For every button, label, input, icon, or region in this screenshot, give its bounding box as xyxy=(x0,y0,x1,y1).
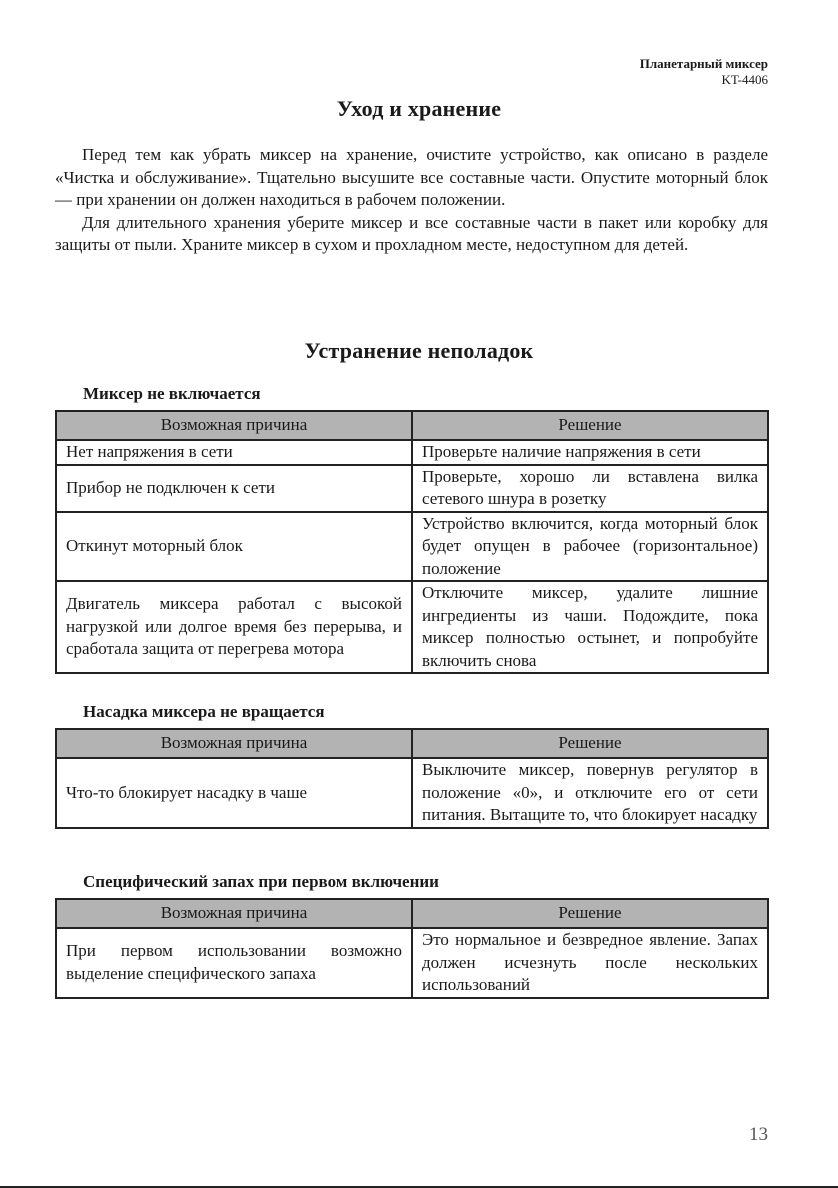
table-row xyxy=(56,440,768,465)
solution-cell: Устройство включится, когда моторный блок будет опущен в рабочее (горизонтальное) положение xyxy=(412,512,768,582)
care-heading: Уход и хранение xyxy=(336,96,502,121)
column-header-solution: Решение xyxy=(412,899,768,928)
table-row xyxy=(56,758,768,828)
solution-cell: Проверьте, хорошо ли вставлена вилка сетевого шнура в розетку xyxy=(412,465,768,512)
column-header-cause: Возможная причина xyxy=(56,729,412,758)
table-row xyxy=(56,465,768,512)
section-title-smell: Специфический запах при первом включении xyxy=(83,872,439,891)
solution-cell: Выключите миксер, повернув регулятор в положение «0», и отключите его от сети питания. Вытащите то, что блокирует насадку xyxy=(412,758,768,828)
column-header-solution: Решение xyxy=(412,411,768,440)
solution-cell: Это нормальное и безвредное явление. Запах должен исчезнуть после нескольких использований xyxy=(412,928,768,998)
cause-cell: Откинут моторный блок xyxy=(56,512,412,582)
table-row xyxy=(56,512,768,582)
model-number: KT-4406 xyxy=(721,72,768,87)
table-attachment xyxy=(55,728,769,829)
column-header-cause: Возможная причина xyxy=(56,411,412,440)
table-smell xyxy=(55,898,769,999)
running-header xyxy=(640,56,768,88)
cause-cell: Прибор не подключен к сети xyxy=(56,465,412,512)
page-number: 13 xyxy=(749,1124,768,1145)
care-text xyxy=(55,144,768,257)
solution-cell: Проверьте наличие напряжения в сети xyxy=(412,440,768,465)
cause-cell: Что-то блокирует насадку в чаше xyxy=(56,758,412,828)
product-title: Планетарный миксер xyxy=(639,56,768,71)
cause-cell: При первом использовании возможно выделение специфического запаха xyxy=(56,928,412,998)
troubleshooting-heading: Устранение неполадок xyxy=(304,338,534,363)
column-header-cause: Возможная причина xyxy=(56,899,412,928)
cause-cell: Нет напряжения в сети xyxy=(56,440,412,465)
table-row xyxy=(56,581,768,673)
section-title-attachment: Насадка миксера не вращается xyxy=(83,702,325,721)
cause-cell: Двигатель миксера работал с высокой нагрузкой или долгое время без перерыва, и сработала защита от перегрева мотора xyxy=(56,581,412,673)
care-paragraph-1: Перед тем как убрать миксер на хранение, очистите устройство, как описано в разделе «Чистка и обслуживание». Тщательно высушите все составные части. Опустите моторный блок — при хранении он должен находиться в рабочем положении. xyxy=(55,145,768,209)
table-no-power xyxy=(55,410,769,674)
care-paragraph-2: Для длительного хранения уберите миксер и все составные части в пакет или коробку для защиты от пыли. Храните миксер в сухом и прохладном месте, недоступном для детей. xyxy=(55,212,768,254)
column-header-solution: Решение xyxy=(412,729,768,758)
table-row xyxy=(56,928,768,998)
section-title-no-power: Миксер не включается xyxy=(83,384,261,403)
solution-cell: Отключите миксер, удалите лишние ингредиенты из чаши. Подождите, пока миксер полностью остынет, и попробуйте включить снова xyxy=(412,581,768,673)
